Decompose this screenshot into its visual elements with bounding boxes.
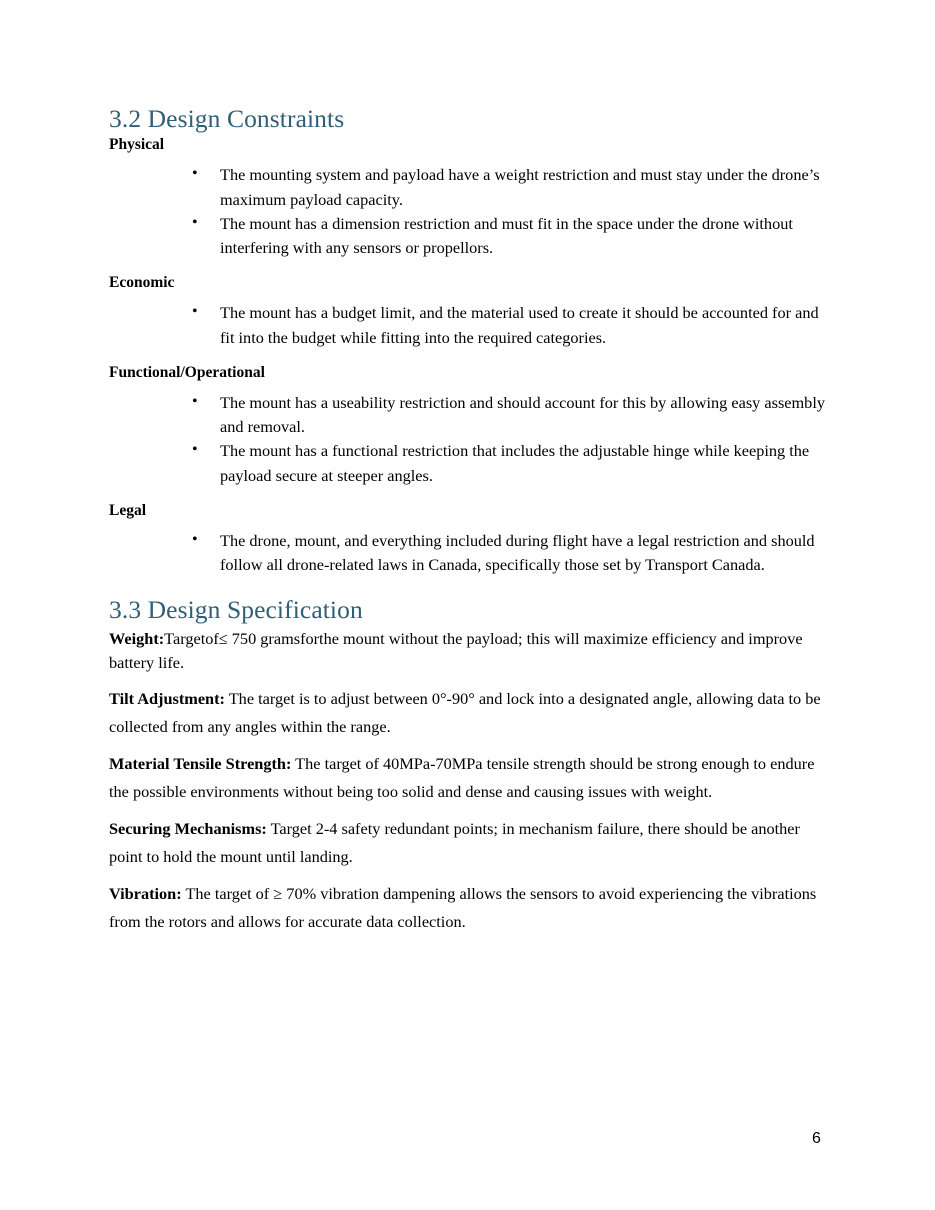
spec-label: Material Tensile Strength: [109,754,292,774]
bullet-icon: • [192,392,198,410]
spec-label: Tilt Adjustment: [109,689,225,709]
list-item-text: The mount has a useability restriction and should account for this by allowing easy assembly and removal. [220,392,825,437]
bullet-icon: • [192,165,198,183]
subheading-functional-operational: Functional/Operational [109,363,265,381]
subheading-legal: Legal [109,502,147,520]
list-item-text: The mounting system and payload have a weight restriction and must stay under the drone’s maximum payload capacity. [220,165,820,209]
section-heading-design-specification: 3.3 Design Specification [109,594,363,624]
list-item-text: The mount has a dimension restriction and must fit in the space under the drone without interfering with any sensors or propellors. [220,213,793,258]
spec-label: Vibration: [109,884,182,904]
list-item-text: The drone, mount, and everything included during flight have a legal restriction and should follow all drone-related laws in Canada, specifically those set by Transport Canada. [220,530,815,575]
spec-body: The target is to adjust between 0°-90° and lock into a designated angle, allowing data to be collected from any angles within the range. [109,689,821,736]
spec-paragraph-material-tensile-strength [109,750,827,805]
spec-paragraph-weight [109,627,827,676]
spec-body: The target of 40MPa-70MPa tensile strength should be strong enough to endure the possible environments without being too solid and dense and causing issues with weight. [109,754,815,801]
subheading-economic: Economic [109,274,175,292]
bullet-list-economic [109,301,827,350]
spec-body: The target of ≥ 70% vibration dampening allows the sensors to avoid experiencing the vibrations from the rotors and allows for accurate data collection. [109,884,817,931]
list-item [109,163,827,212]
bullet-list-functional-operational [109,391,827,488]
subheading-physical: Physical [109,136,165,154]
spec-label: Weight: [109,628,165,648]
bullet-list-legal [109,529,827,578]
list-item-text: The mount has a functional restriction that includes the adjustable hinge while keeping the payload secure at steeper angles. [220,441,810,485]
list-item [109,439,827,488]
list-item [109,212,827,261]
bullet-icon: • [192,441,198,459]
list-item [109,529,827,578]
spec-paragraph-tilt-adjustment [109,685,827,740]
spec-body: Targetof≤ 750 gramsforthe mount without the payload; this will maximize efficiency and improve battery life. [109,628,803,673]
list-item [109,391,827,440]
bullet-icon: • [192,303,198,321]
list-item [109,301,827,350]
page-number: 6 [812,1130,821,1147]
list-item-text: The mount has a budget limit, and the material used to create it should be accounted for and fit into the budget while fitting into the required categories. [220,303,819,347]
page-content [109,104,827,935]
bullet-list-physical [109,163,827,260]
spec-paragraph-vibration [109,880,827,935]
spec-label: Securing Mechanisms: [109,819,267,839]
bullet-icon: • [192,530,198,548]
spec-body: Target 2-4 safety redundant points; in mechanism failure, there should be another point to hold the mount until landing. [109,819,800,866]
bullet-icon: • [192,213,198,231]
section-heading-design-constraints: 3.2 Design Constraints [109,104,345,133]
spec-paragraph-securing-mechanisms [109,815,827,870]
